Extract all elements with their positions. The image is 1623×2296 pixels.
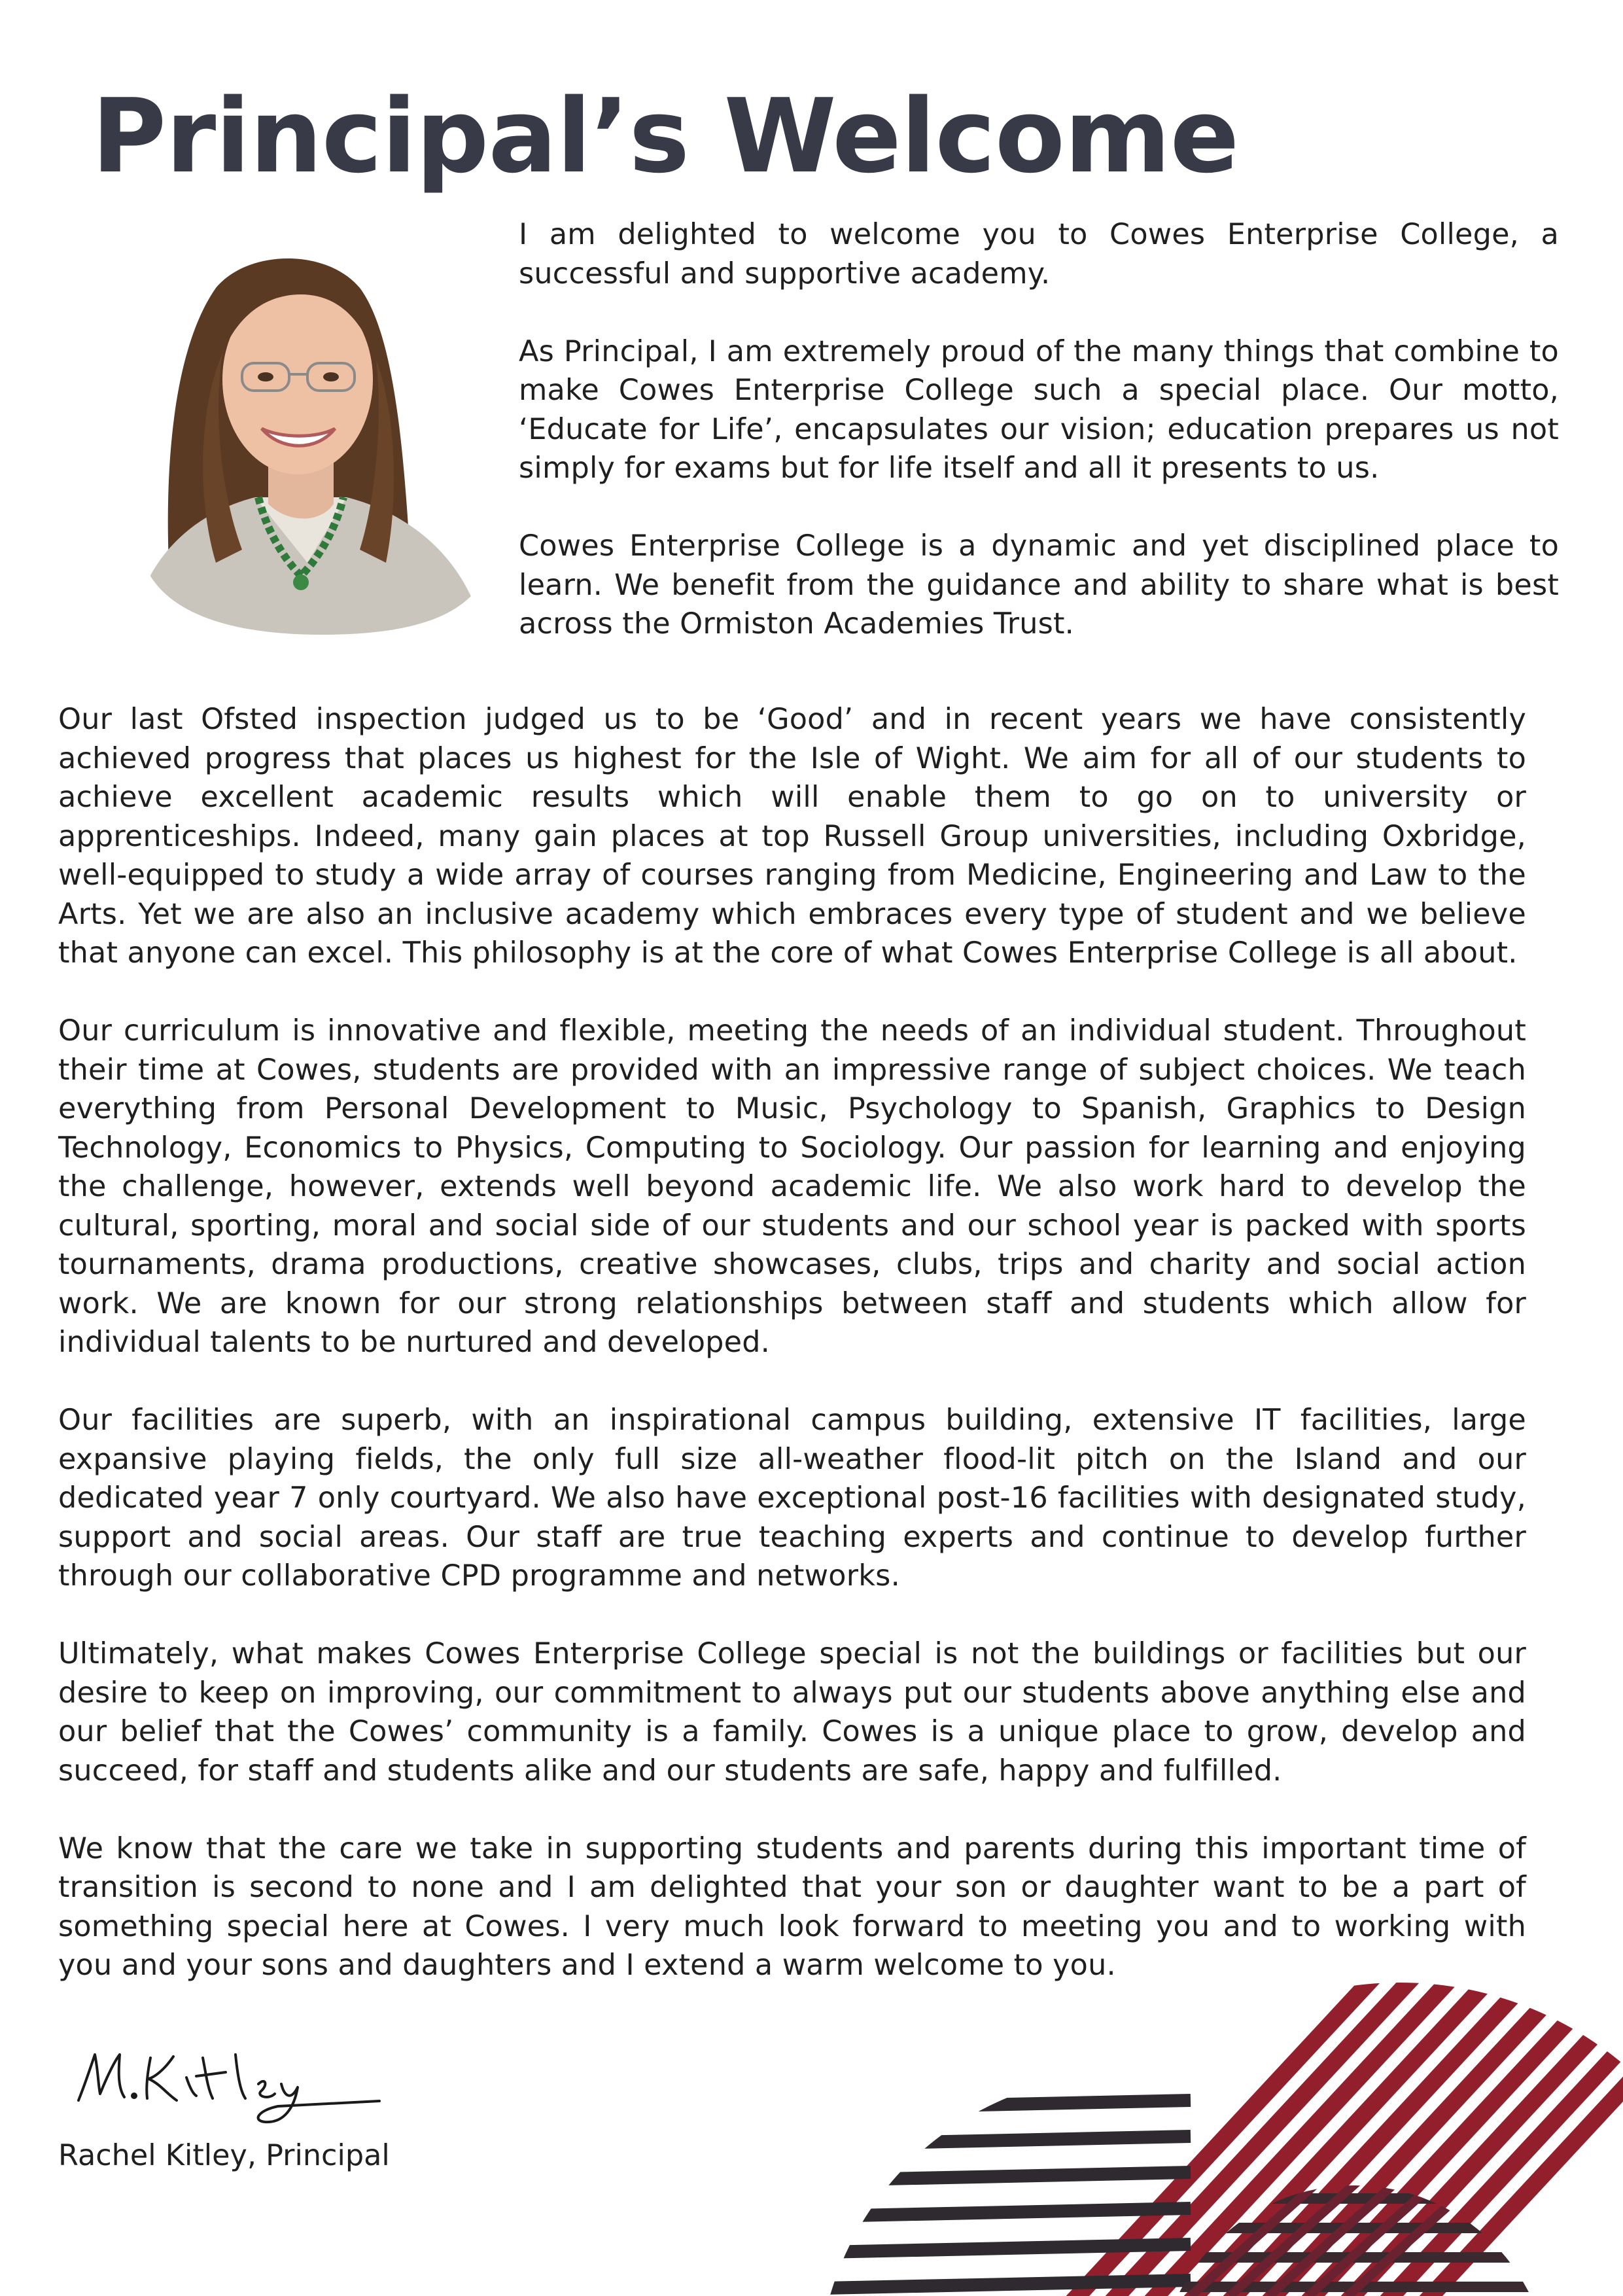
intro-paragraph: I am delighted to welcome you to Cowes Enterprise College, a successful and supportive academy. <box>519 218 1559 291</box>
principal-portrait <box>124 222 491 635</box>
body-paragraph: Our last Ofsted inspection judged us to be ‘Good’ and in recent years we have consistently achieved progress that places us highest for the Isle of Wight. We aim for all of our students to achieve excellent academic results which will enable them to go on to university or apprenticeships. Indeed, many gain places at top Russell Group universities, including Oxbridge, well-equipped to study a wide array of courses ranging from Medicine, Engineering and Law to the Arts. Yet we are also an inclusive academy which embraces every type of student and we believe that anyone can excel. This philosophy is at the core of what Cowes Enterprise College is all about. <box>58 703 1526 970</box>
body-paragraph: Ultimately, what makes Cowes Enterprise College special is not the buildings or facilities but our desire to keep on improving, our commitment to always put our students above anything else and our belief that the Cowes’ community is a family. Cowes is a unique place to grow, develop and succeed, for staff and students alike and our students are safe, happy and fulfilled. <box>58 1637 1526 1788</box>
page-title: Principal’s Welcome <box>92 77 1239 196</box>
body-text <box>58 700 1526 2024</box>
decorative-stripes-graphic <box>733 1963 1623 2296</box>
handwritten-signature <box>69 2038 396 2130</box>
signature-name: Rachel Kitley, Principal <box>58 2139 390 2172</box>
intro-text <box>519 215 1559 682</box>
body-paragraph: Our facilities are superb, with an inspirational campus building, extensive IT facilities, large expansive playing fields, the only full size all-weather flood-lit pitch on the Island and our dedicated year 7 only courtyard. We also have exceptional post-16 facilities with designated study, support and social areas. Our staff are true teaching experts and continue to develop further through our collaborative CPD programme and networks. <box>58 1404 1526 1593</box>
body-paragraph: Our curriculum is innovative and flexible, meeting the needs of an individual student. Throughout their time at Cowes, students are provided with an impressive range of subject choices. We teach everything from Personal Development to Music, Psychology to Spanish, Graphics to Design Technology, Economics to Physics, Computing to Sociology. Our passion for learning and enjoying the challenge, however, extends well beyond academic life. We also work hard to develop the cultural, sporting, moral and social side of our students and our school year is packed with sports tournaments, drama productions, creative showcases, clubs, trips and charity and social action work. We are known for our strong relationships between staff and students which allow for individual talents to be nurtured and developed. <box>58 1014 1526 1359</box>
intro-paragraph: Cowes Enterprise College is a dynamic and yet disciplined place to learn. We benefit from the guidance and ability to share what is best across the Ormiston Academies Trust. <box>519 529 1559 641</box>
intro-paragraph: As Principal, I am extremely proud of the many things that combine to make Cowes Enterprise College such a special place. Our motto, ‘Educate for Life’, encapsulates our vision; education prepares us not simply for exams but for life itself and all it presents to us. <box>519 334 1559 485</box>
body-paragraph: We know that the care we take in supporting students and parents during this important time of transition is second to none and I am delighted that your son or daughter want to be a part of something special here at Cowes. I very much look forward to meeting you and to working with you and your sons and daughters and I extend a warm welcome to you. <box>58 1831 1526 1982</box>
